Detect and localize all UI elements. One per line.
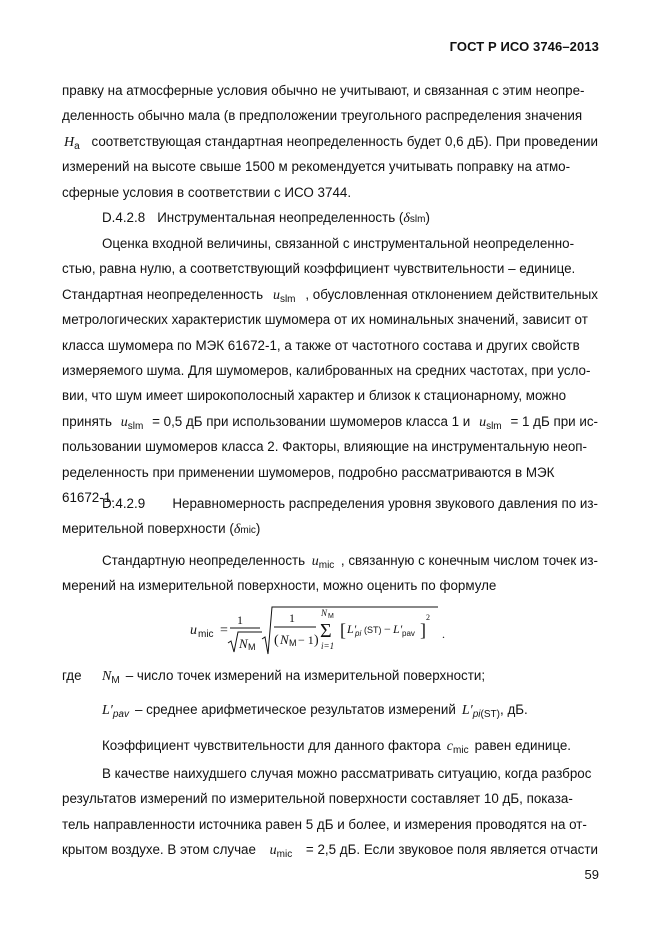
text-line [62, 333, 598, 358]
subscript: slm [486, 420, 502, 432]
formula-dot: . [442, 627, 445, 641]
where-label: где [62, 668, 82, 683]
power-two: 2 [426, 613, 430, 622]
text-line [62, 548, 598, 573]
paragraph-mic [62, 548, 598, 599]
paren-close: ) [314, 633, 319, 648]
section-d428 [62, 205, 598, 230]
section-heading-cont [62, 516, 598, 541]
formula-equals: = [220, 623, 228, 638]
formula-N-sub: M [248, 642, 256, 652]
text-line-content: тель направленности источника равен 5 дБ и более, и измерения проводятся на от- [62, 816, 587, 832]
text-line-content: крытом воздухе. В этом случае [62, 842, 256, 858]
bracket-close: ] [420, 620, 426, 640]
text-line-content: деленность обычно мала (в предположении треугольного распределения значения [62, 108, 583, 124]
subscript: pi [472, 709, 481, 720]
text-line-content: Стандартную неопределенность [102, 553, 306, 568]
text-line-content: Оценка входной величины, связанной с инструментальной неопределенно- [102, 236, 575, 251]
section-title: Инструментальная неопределенность ( [157, 210, 404, 225]
symbol-L: L′ [461, 703, 473, 718]
definition-NM [62, 663, 598, 688]
subscript: a [74, 140, 80, 152]
section-heading [62, 491, 598, 516]
formula-N: N [239, 636, 248, 651]
symbol-delta: δ [403, 211, 410, 226]
text-line-content: принять [62, 413, 112, 429]
term-ST: (ST) [364, 625, 382, 635]
term-Lav: L′ [393, 622, 403, 636]
sum-bottom: i=1 [321, 641, 335, 651]
subscript: mic [276, 849, 293, 861]
term-L-sub: pi [355, 629, 362, 638]
text-line [62, 129, 598, 154]
section-number: D.4.2.8 [102, 210, 146, 225]
text-line [62, 733, 598, 758]
section-d429 [62, 491, 598, 542]
section-number: D.4.2.9 [102, 496, 146, 511]
definition-text: – среднее арифметическое результатов измерений [134, 702, 456, 717]
text-line-content: пользовании шумомеров класса 2. Факторы, влияющие на инструментальную неоп- [62, 439, 588, 455]
paragraph-instrumental [62, 231, 598, 510]
definition-Lpav [62, 697, 598, 722]
text-line [62, 154, 598, 179]
sum-top: N [321, 608, 328, 618]
text-line [62, 78, 598, 103]
text-line [62, 434, 598, 459]
text-line-content: равен единице. [474, 738, 572, 753]
sum-top-sub: M [328, 613, 334, 620]
text-line [62, 256, 598, 281]
subscript: slm [279, 293, 296, 305]
text-line-content: класса шумомера по МЭК 61672-1, а также от частотного состава и других свойств [62, 337, 580, 353]
subscript: pav [112, 709, 129, 720]
symbol-u: u [311, 554, 319, 569]
text-line-content: метрологических характеристик шумомера от их номинальных значений, зависит от [62, 312, 588, 328]
section-title: мерительной поверхности ( [62, 521, 234, 537]
text-line [62, 103, 598, 128]
subscript: M [111, 675, 120, 686]
st-marker: (ST) [480, 709, 500, 720]
formula-lhs: u [190, 623, 197, 638]
formula-minus-one: − 1 [298, 633, 314, 647]
symbol-u: u [269, 843, 277, 859]
text-line [62, 786, 598, 811]
formula-lhs-sub: mic [198, 629, 214, 640]
subscript: mic [240, 525, 256, 537]
paren-close: ) [425, 210, 430, 225]
text-line-content: стью, равна нулю, а соответствующий коэффициент чувствительности – единице. [62, 261, 576, 277]
text-line [62, 409, 598, 434]
text-line [62, 358, 598, 383]
paren-close: ) [255, 521, 261, 537]
paragraph-sensitivity [62, 733, 598, 758]
section-title: Неравномерность распределения уровня звукового давления по из- [172, 496, 598, 511]
paragraph-worst-case [62, 761, 598, 863]
subscript: slm [409, 214, 426, 225]
text-line [62, 180, 598, 205]
text-line-content: мерений на измерительной поверхности, можно оценить по формуле [62, 578, 497, 594]
text-line [62, 837, 598, 862]
page-number: 59 [584, 867, 599, 882]
formula-one: 1 [237, 613, 243, 627]
text-line-content: 61672-1. [62, 489, 115, 505]
definitions-2 [62, 697, 598, 722]
subscript: slm [127, 420, 144, 432]
text-line-content: Коэффициент чувствительности для данного фактора [102, 738, 441, 753]
text-line [62, 282, 598, 307]
text-line-content: результатов измерений по измерительной поверхности составляет 10 дБ, показа- [62, 791, 573, 807]
term-Lav-sub: pav [402, 629, 415, 638]
text-line-content: ределенность при применении шумомеров, подробно рассматриваются в МЭК [62, 464, 555, 480]
term-L: L′ [347, 622, 357, 636]
symbol-L: L′ [102, 703, 113, 718]
section-heading [62, 205, 598, 230]
definition-text-end: , дБ. [500, 702, 528, 717]
text-line-content: сферные условия в соответствии с ИСО 3744. [62, 184, 352, 200]
symbol-c: c [446, 739, 454, 754]
symbol-u: u [479, 414, 487, 430]
text-line [62, 812, 598, 837]
text-line-content: Стандартная неопределенность [62, 286, 264, 302]
definitions [62, 663, 598, 688]
formula-one-inner: 1 [289, 611, 295, 625]
text-line-content: = 0,5 дБ при использовании шумомеров класса 1 и [152, 413, 471, 429]
text-line-content: измерений на высоте свыше 1500 м рекомендуется учитывать поправку на атмо- [62, 159, 571, 175]
text-line-content: измеряемого шума. Для шумомеров, калиброванных на средних частотах, при усло- [62, 362, 591, 378]
symbol-u: u [120, 414, 128, 430]
text-line-content: , обусловленная отклонением действительных [305, 286, 598, 302]
text-line-content: = 2,5 дБ. Если звуковое поля является отчасти [305, 842, 598, 858]
text-line-content: = 1 дБ при ис- [510, 413, 598, 429]
document-header: ГОСТ Р ИСО 3746–2013 [449, 39, 599, 54]
formula-umic [190, 602, 450, 658]
symbol-N: N [102, 669, 112, 684]
sum-sign: Σ [320, 620, 332, 642]
text-line-content: правку на атмосферные условия обычно не учитывают, и связанная с этим неопре- [62, 83, 585, 98]
formula-N2: N [280, 632, 289, 647]
bracket-open: [ [340, 620, 346, 640]
text-line [62, 231, 598, 256]
subscript: mic [318, 560, 335, 571]
text-line [62, 573, 598, 598]
formula-N2-sub: M [289, 638, 297, 648]
text-line-content: соответствующая стандартная неопределенность будет 0,6 дБ). При проведении [91, 133, 598, 149]
text-line [62, 383, 598, 408]
paren-open: ( [274, 633, 279, 648]
text-line-content: вии, что шум имеет широкополосный характер и близок к стационарному, можно [62, 388, 567, 404]
text-line [62, 460, 598, 485]
text-line [62, 761, 598, 786]
symbol-u: u [272, 287, 280, 303]
symbol-delta: δ [233, 522, 241, 538]
text-line-content: , связанную с конечным числом точек из- [340, 553, 598, 568]
subscript: mic [453, 745, 469, 756]
paragraph-atmospheric [62, 78, 598, 205]
text-line [62, 307, 598, 332]
text-line-content: В качестве наихудшего случая можно рассматривать ситуацию, когда разброс [102, 766, 592, 781]
definition-text: – число точек измерений на измерительной поверхности; [125, 668, 486, 683]
formula-minus: − [384, 622, 391, 636]
symbol-H: H [64, 134, 75, 150]
